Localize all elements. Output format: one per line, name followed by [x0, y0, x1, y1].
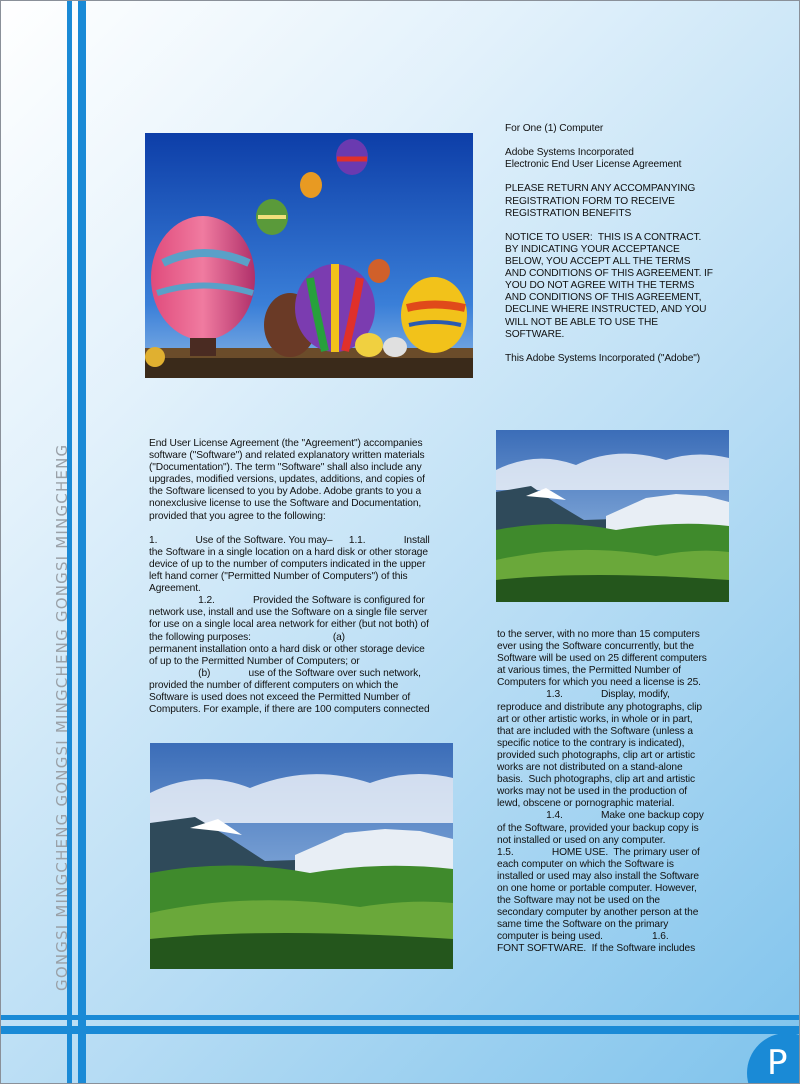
license-intro-text: For One (1) Computer Adobe Systems Incorporated Electronic End User License Agreement PLEASE RETURN ANY ACCOMPANYING REGISTRATION FORM TO RECEIVE REGISTRATION BENEFITS NOTICE TO USER: THIS IS A CONTRACT. BY INDICATING YOUR ACCEPTANCE BELOW, YOU ACCEPT ALL THE TERMS AND CONDITIONS OF THIS AGREEMENT. IF YOU DO NOT AGREE WITH THE TERMS AND CONDITIONS OF THIS AGREEMENT, DECLINE WHERE INSTRUCTED, AND YOU WILL NOT BE ABLE TO USE THE SOFTWARE. This Adobe Systems Incorporated ("Adobe")	[505, 123, 713, 364]
mountains-photo-bottom	[150, 743, 453, 969]
horizontal-stripe-top	[1, 1015, 799, 1020]
side-watermark-text: GONGSI MINGCHENG GONGSI MINGCHENG GONGSI MINGCHENG	[53, 443, 71, 991]
vertical-stripe-right	[78, 1, 86, 1083]
balloons-photo	[145, 133, 473, 378]
license-body-left-text: End User License Agreement (the "Agreement") accompanies software ("Software") and related explanatory written materials ("Documentation"). The term "Software" shall also include any upgrades, modified versions, updates, additions, and copies of the Software licensed to you by Adobe. Adobe grants to you a nonexclusive license to use the Software and Documentation, provided that you agree to the following: 1. Use of the Software. You may– 1.1. Install the Software in a single location on a hard disk or other storage device of up to the number of computers indicated in the upper left hand corner ("Permitted Number of Computers") of this Agreement. 1.2. Provided the Software is configured for network use, install and use the Software on a single file server for use on a single local area network for either (but not both) of the following purposes: (a) permanent installation onto a hard disk or other storage device of up to the Permitted Number of Computers; or (b) use of the Software over such network, provided the number of different computers on which the Software is used does not exceed the Permitted Number of Computers. For example, if there are 100 computers connected	[149, 438, 430, 716]
page-marker	[747, 1033, 800, 1084]
mountain-landscape-icon	[496, 430, 729, 602]
page-marker-letter: P	[767, 1043, 788, 1083]
mountain-landscape-icon	[150, 743, 453, 969]
mountains-photo-top	[496, 430, 729, 602]
hot-air-balloons-icon	[145, 133, 473, 378]
license-body-right-text: to the server, with no more than 15 computers ever using the Software concurrently, but the Software will be used on 25 different computers at various times, the Permitted Number of Computers for which you need a license is 25. 1.3. Display, modify, reproduce and distribute any photographs, clip art or other artistic works, in whole or in part, that are included with the Software (unless a specific notice to the contrary is indicated), provided such photographs, clip art or artistic works are not distributed on a stand-alone basis. Such photographs, clip art and artistic works may not be used in the production of lewd, obscene or pornographic material. 1.4. Make one backup copy of the Software, provided your backup copy is not installed or used on any computer. 1.5. HOME USE. The primary user of each computer on which the Software is installed or used may also install the Software on one home or portable computer. However, the Software may not be used on the secondary computer by another person at the same time the Software on the primary computer is being used. 1.6. FONT SOFTWARE. If the Software includes	[497, 629, 707, 955]
horizontal-stripe-bottom	[1, 1026, 799, 1034]
